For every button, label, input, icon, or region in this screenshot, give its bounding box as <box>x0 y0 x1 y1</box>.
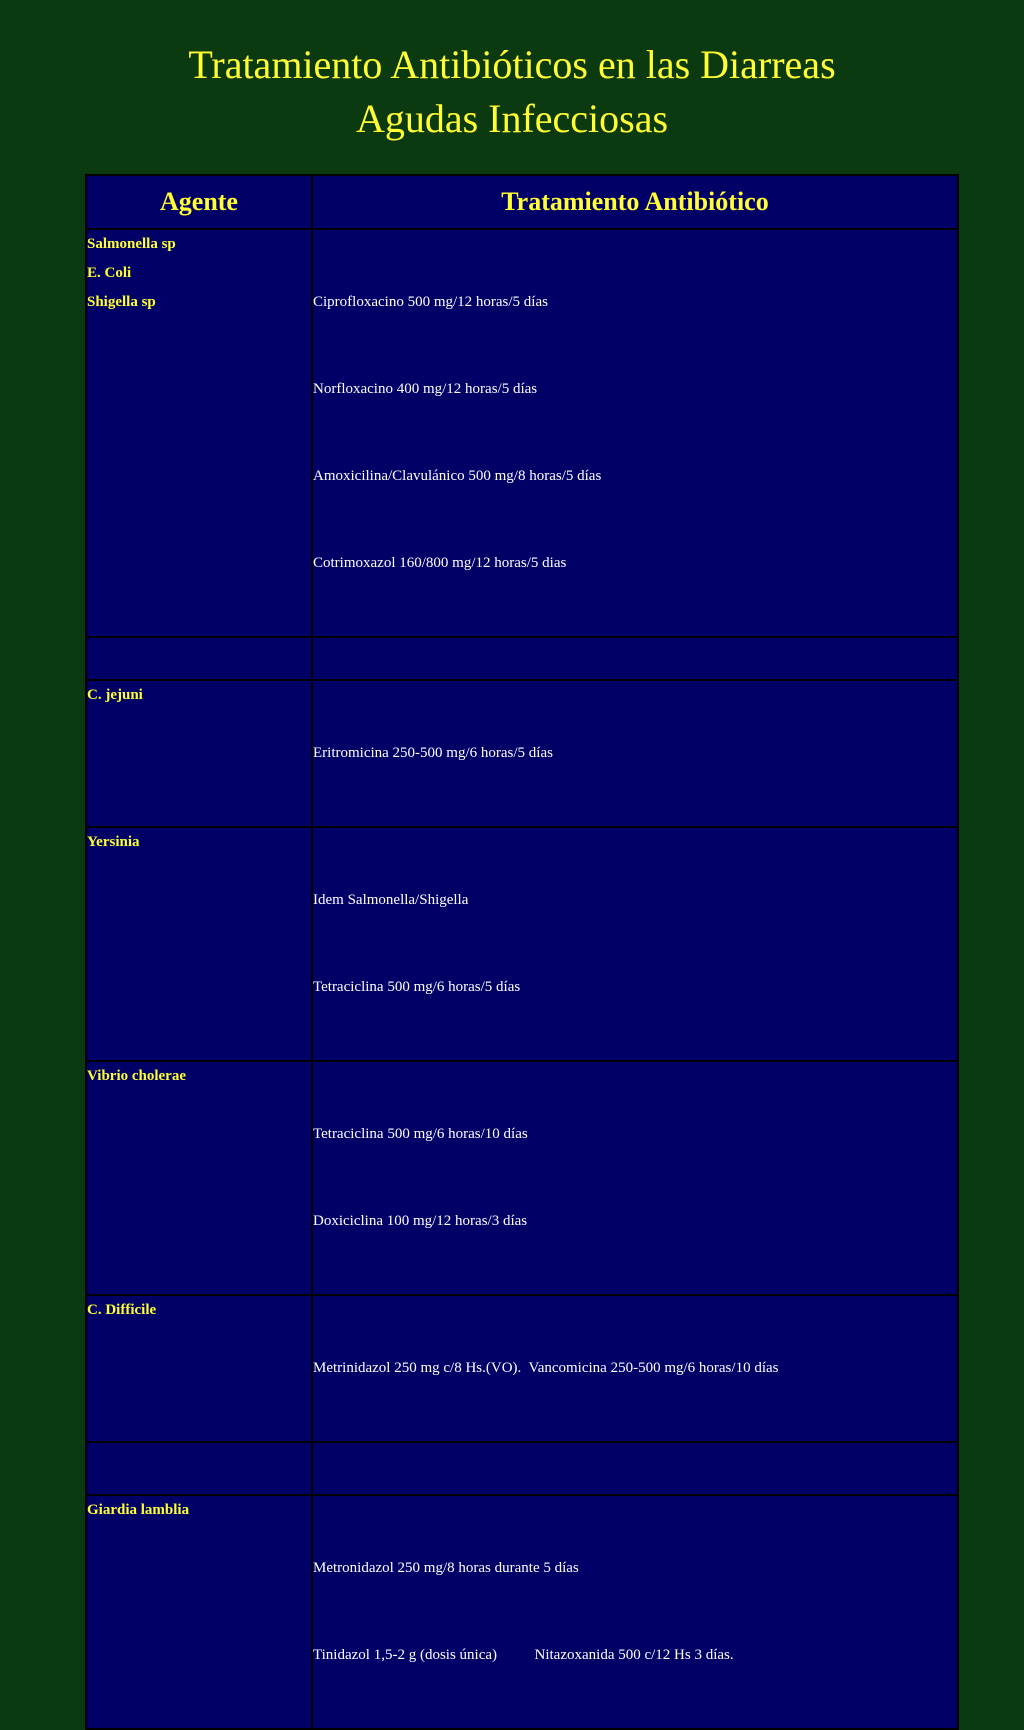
treatment-line: Idem Salmonella/Shigella <box>313 892 469 908</box>
table-row <box>86 680 958 827</box>
treatment-line: Norfloxacino 400 mg/12 horas/5 días <box>313 381 538 397</box>
treatment-line: Doxiciclina 100 mg/12 horas/3 días <box>313 1213 528 1229</box>
table-row-empty <box>86 1442 958 1495</box>
agent-cell <box>86 1295 312 1442</box>
treatment-cell <box>312 229 958 637</box>
agent-cell <box>86 637 312 680</box>
agent-name: E. Coli <box>87 265 132 281</box>
agent-name: C. jejuni <box>87 687 143 703</box>
table-row <box>86 1061 958 1295</box>
agent-name: Yersinia <box>87 834 140 850</box>
treatment-cell <box>312 1295 958 1442</box>
agent-cell <box>86 1495 312 1729</box>
table-header-row <box>86 175 958 229</box>
treatment-line: Ciprofloxacino 500 mg/12 horas/5 días <box>313 294 548 310</box>
agent-cell <box>86 680 312 827</box>
table-row <box>86 1495 958 1729</box>
treatment-line: Tetraciclina 500 mg/6 horas/5 días <box>313 979 521 995</box>
slide-title <box>0 38 1024 146</box>
treatment-line: Tetraciclina 500 mg/6 horas/10 días <box>313 1126 528 1142</box>
table-row <box>86 229 958 637</box>
treatment-line: Eritromicina 250-500 mg/6 horas/5 días <box>313 745 553 761</box>
header-treatment: Tratamiento Antibiótico <box>312 175 958 229</box>
agent-name: Shigella sp <box>87 294 156 310</box>
treatment-table <box>85 174 959 1730</box>
header-agent: Agente <box>86 175 312 229</box>
treatment-line: Metronidazol 250 mg/8 horas durante 5 días <box>313 1560 579 1576</box>
treatment-cell <box>312 680 958 827</box>
agent-name: Vibrio cholerae <box>87 1068 187 1084</box>
treatment-line: Metrinidazol 250 mg c/8 Hs.(VO). Vancomicina 250-500 mg/6 horas/10 días <box>313 1360 779 1376</box>
table-row <box>86 827 958 1061</box>
treatment-line: Amoxicilina/Clavulánico 500 mg/8 horas/5 días <box>313 468 602 484</box>
treatment-cell <box>312 1061 958 1295</box>
agent-name: Salmonella sp <box>87 236 176 252</box>
slide-title-line-1: Tratamiento Antibióticos en las Diarreas <box>188 42 836 87</box>
treatment-line: Cotrimoxazol 160/800 mg/12 horas/5 dias <box>313 555 567 571</box>
agent-name: Giardia lamblia <box>87 1502 190 1518</box>
agent-cell <box>86 229 312 637</box>
agent-name: C. Difficile <box>87 1302 157 1318</box>
treatment-cell <box>312 637 958 680</box>
agent-cell <box>86 827 312 1061</box>
treatment-cell <box>312 827 958 1061</box>
agent-cell <box>86 1061 312 1295</box>
agent-cell <box>86 1442 312 1495</box>
treatment-line: Tinidazol 1,5-2 g (dosis única) Nitazoxanida 500 c/12 Hs 3 días. <box>313 1647 734 1663</box>
table-row <box>86 1295 958 1442</box>
treatment-cell <box>312 1495 958 1729</box>
slide-title-line-2: Agudas Infecciosas <box>355 96 669 141</box>
treatment-cell <box>312 1442 958 1495</box>
table-row-empty <box>86 637 958 680</box>
